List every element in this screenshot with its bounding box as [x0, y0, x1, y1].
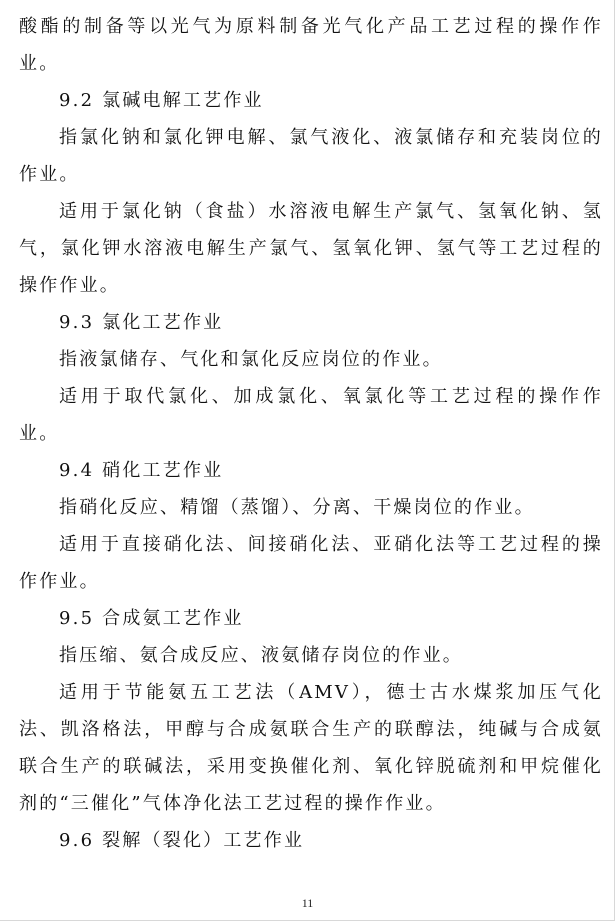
- section-heading: 9.6 裂解（裂化）工艺作业: [59, 830, 305, 851]
- paragraph: 适用于直接硝化法、间接硝化法、亚硝化法等工艺过程的操作作业。: [19, 534, 603, 592]
- section-heading: 9.2 氯碱电解工艺作业: [59, 90, 264, 111]
- paragraph: 指硝化反应、精馏（蒸馏）、分离、干燥岗位的作业。: [59, 497, 535, 518]
- paragraph: 酸酯的制备等以光气为原料制备光气化产品工艺过程的操作作业。: [19, 16, 603, 74]
- paragraph: 指压缩、氨合成反应、液氨储存岗位的作业。: [59, 645, 463, 666]
- page-content: [19, 8, 603, 859]
- paragraph: 指液氯储存、气化和氯化反应岗位的作业。: [59, 349, 443, 370]
- paragraph: 适用于取代氯化、加成氯化、氧氯化等工艺过程的操作作业。: [19, 386, 603, 444]
- section-heading: 9.4 硝化工艺作业: [59, 460, 224, 481]
- paragraph: 适用于氯化钠（食盐）水溶液电解生产氯气、氢氧化钠、氢气，氯化钾水溶液电解生产氯气、氢氧化钾、氢气等工艺过程的操作作业。: [19, 201, 603, 296]
- section-heading: 9.3 氯化工艺作业: [59, 312, 224, 333]
- section-heading: 9.5 合成氨工艺作业: [59, 608, 244, 629]
- paragraph: 适用于节能氨五工艺法（AMV），德士古水煤浆加压气化法、凯洛格法，甲醇与合成氨联合生产的联醇法，纯碱与合成氨联合生产的联碱法，采用变换催化剂、氧化锌脱硫剂和甲烷催化剂的“三催化”气体净化法工艺过程的操作作业。: [19, 682, 603, 814]
- paragraph: 指氯化钠和氯化钾电解、氯气液化、液氯储存和充装岗位的作业。: [19, 127, 603, 185]
- page-number: 11: [301, 896, 314, 910]
